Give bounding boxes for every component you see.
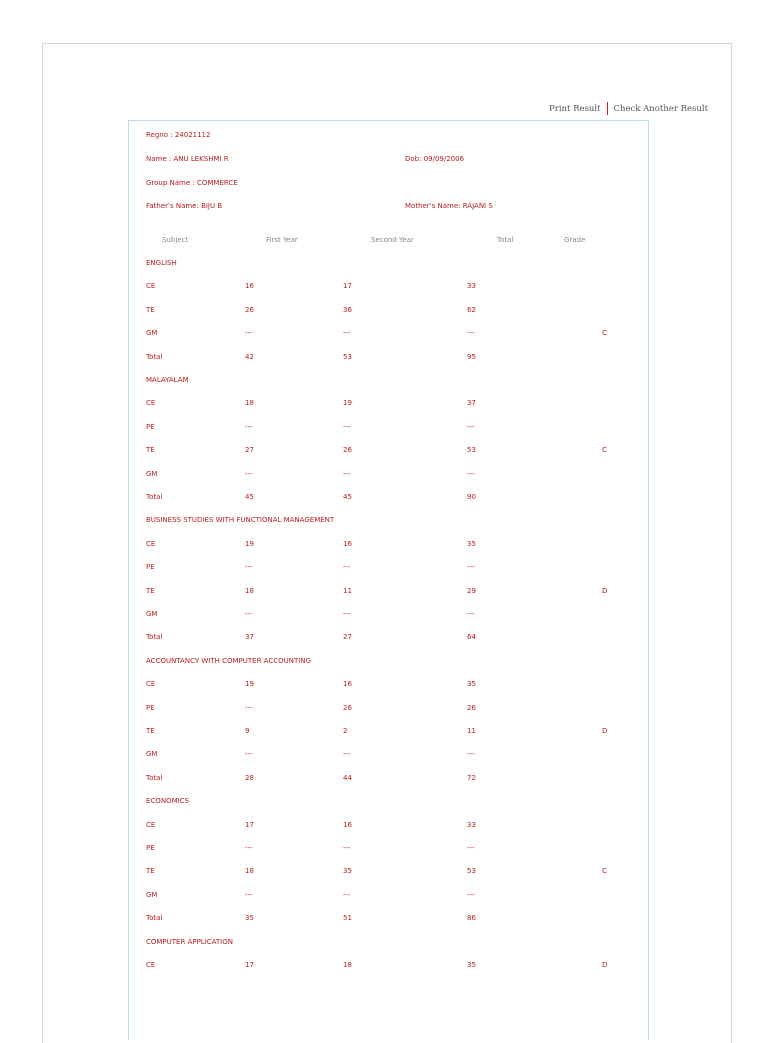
table-cell: 44 — [343, 773, 352, 782]
table-cell: --- — [245, 329, 253, 338]
table-cell: 19 — [343, 399, 352, 408]
table-cell: 42 — [245, 352, 254, 361]
table-cell: 27 — [245, 446, 254, 455]
table-cell: 36 — [343, 305, 352, 314]
table-cell: --- — [467, 610, 475, 618]
mother-name: Mother's Name: RAJANI S — [405, 202, 493, 210]
table-cell: 16 — [245, 282, 254, 291]
table-cell: 72 — [467, 773, 476, 782]
table-cell: --- — [245, 890, 253, 899]
table-cell: Total — [146, 352, 163, 361]
column-header: Total — [497, 236, 514, 244]
subject-heading: COMPUTER APPLICATION — [146, 937, 233, 946]
table-cell: Total — [146, 633, 163, 642]
table-cell: GM — [146, 610, 158, 618]
table-cell: CE — [146, 282, 156, 291]
link-separator — [607, 102, 608, 115]
column-header: Grade — [564, 236, 586, 244]
table-cell: 26 — [343, 703, 352, 712]
table-cell: 19 — [245, 680, 254, 689]
table-cell: --- — [245, 469, 253, 478]
table-cell: 86 — [467, 914, 476, 923]
table-cell: 17 — [343, 282, 352, 291]
group-name: Group Name : COMMERCE — [146, 179, 238, 187]
table-cell: 29 — [467, 586, 476, 595]
student-name: Name : ANU LEKSHMI R — [146, 155, 229, 163]
table-cell: 2 — [343, 727, 348, 735]
column-header: Second Year — [371, 236, 414, 244]
table-cell: --- — [467, 750, 475, 759]
table-cell: 16 — [343, 680, 352, 689]
table-cell: PE — [146, 703, 155, 712]
table-cell: D — [602, 961, 608, 969]
result-card — [128, 120, 649, 1040]
table-cell: 33 — [467, 282, 476, 291]
table-cell: CE — [146, 399, 156, 408]
regno: Regno : 24021112 — [146, 131, 211, 139]
table-cell: 28 — [245, 773, 254, 782]
column-header: Subject — [162, 236, 189, 244]
table-cell: Total — [146, 914, 163, 923]
table-cell: 51 — [343, 914, 352, 923]
table-cell: CE — [146, 539, 156, 548]
table-cell: --- — [343, 422, 351, 431]
table-cell: Total — [146, 493, 163, 501]
table-cell: CE — [146, 680, 156, 689]
table-cell: 35 — [245, 914, 254, 923]
table-cell: 18 — [343, 961, 352, 969]
table-cell: 26 — [467, 703, 476, 712]
table-cell: 62 — [467, 305, 476, 314]
table-cell: PE — [146, 563, 155, 572]
table-cell: D — [602, 727, 608, 735]
table-cell: --- — [343, 750, 351, 759]
table-cell: TE — [146, 727, 155, 735]
table-cell: 18 — [245, 867, 254, 876]
print-result-link[interactable]: Print Result — [549, 103, 601, 114]
table-cell: 35 — [467, 539, 476, 548]
table-cell: --- — [467, 422, 475, 431]
table-cell: TE — [146, 586, 155, 595]
table-cell: --- — [245, 750, 253, 759]
table-cell: --- — [245, 844, 253, 852]
subject-heading: ACCOUNTANCY WITH COMPUTER ACCOUNTING — [146, 656, 311, 665]
table-cell: CE — [146, 961, 156, 969]
table-cell: D — [602, 586, 608, 595]
table-cell: TE — [146, 867, 155, 876]
table-cell: --- — [245, 610, 253, 618]
table-cell: 37 — [245, 633, 254, 642]
table-cell: --- — [343, 610, 351, 618]
table-cell: --- — [467, 329, 475, 338]
table-cell: 9 — [245, 727, 250, 735]
table-cell: 35 — [467, 961, 476, 969]
table-cell: GM — [146, 469, 158, 478]
table-cell: --- — [343, 329, 351, 338]
table-cell: 95 — [467, 352, 476, 361]
table-cell: 33 — [467, 820, 476, 829]
table-cell: 53 — [467, 867, 476, 876]
table-cell: CE — [146, 820, 156, 829]
table-cell: 18 — [245, 586, 254, 595]
table-cell: TE — [146, 446, 155, 455]
table-cell: --- — [343, 469, 351, 478]
table-cell: 35 — [467, 680, 476, 689]
table-cell: 11 — [467, 727, 476, 735]
table-cell: 11 — [343, 586, 352, 595]
table-cell: --- — [467, 563, 475, 572]
table-cell: 53 — [343, 352, 352, 361]
table-cell: 37 — [467, 399, 476, 408]
table-cell: 35 — [343, 867, 352, 876]
table-cell: 53 — [467, 446, 476, 455]
table-cell: 16 — [343, 539, 352, 548]
table-cell: 16 — [343, 820, 352, 829]
table-cell: 19 — [245, 539, 254, 548]
table-cell: GM — [146, 329, 158, 338]
table-cell: --- — [343, 844, 351, 852]
table-cell: PE — [146, 844, 155, 852]
table-cell: 17 — [245, 961, 254, 969]
table-cell: --- — [245, 563, 253, 572]
table-cell: PE — [146, 422, 155, 431]
table-cell: --- — [245, 422, 253, 431]
table-cell: GM — [146, 750, 158, 759]
table-cell: 45 — [245, 493, 254, 501]
table-cell: 90 — [467, 493, 476, 501]
table-cell: 17 — [245, 820, 254, 829]
check-another-result-link[interactable]: Check Another Result — [613, 103, 708, 114]
table-cell: --- — [467, 844, 475, 852]
table-cell: 18 — [245, 399, 254, 408]
table-cell: TE — [146, 305, 155, 314]
table-cell: 27 — [343, 633, 352, 642]
table-cell: 26 — [245, 305, 254, 314]
table-cell: 45 — [343, 493, 352, 501]
table-cell: --- — [467, 890, 475, 899]
table-cell: 64 — [467, 633, 476, 642]
table-cell: --- — [343, 890, 351, 899]
subject-heading: ECONOMICS — [146, 797, 190, 806]
table-cell: --- — [467, 469, 475, 478]
table-cell: C — [602, 329, 607, 338]
dob: Dob: 09/09/2006 — [405, 155, 465, 163]
table-cell: C — [602, 446, 607, 455]
subject-heading: MALAYALAM — [146, 376, 189, 384]
table-cell: C — [602, 867, 607, 876]
table-cell: 26 — [343, 446, 352, 455]
father-name: Father's Name: BIJU B — [146, 202, 223, 210]
table-cell: --- — [343, 563, 351, 572]
table-cell: Total — [146, 773, 163, 782]
subject-heading: ENGLISH — [146, 259, 177, 267]
column-header: First Year — [266, 236, 298, 244]
result-actions — [549, 102, 708, 115]
table-cell: --- — [245, 703, 253, 712]
table-cell: GM — [146, 890, 158, 899]
subject-heading: BUSINESS STUDIES WITH FUNCTIONAL MANAGEMENT — [146, 516, 335, 525]
